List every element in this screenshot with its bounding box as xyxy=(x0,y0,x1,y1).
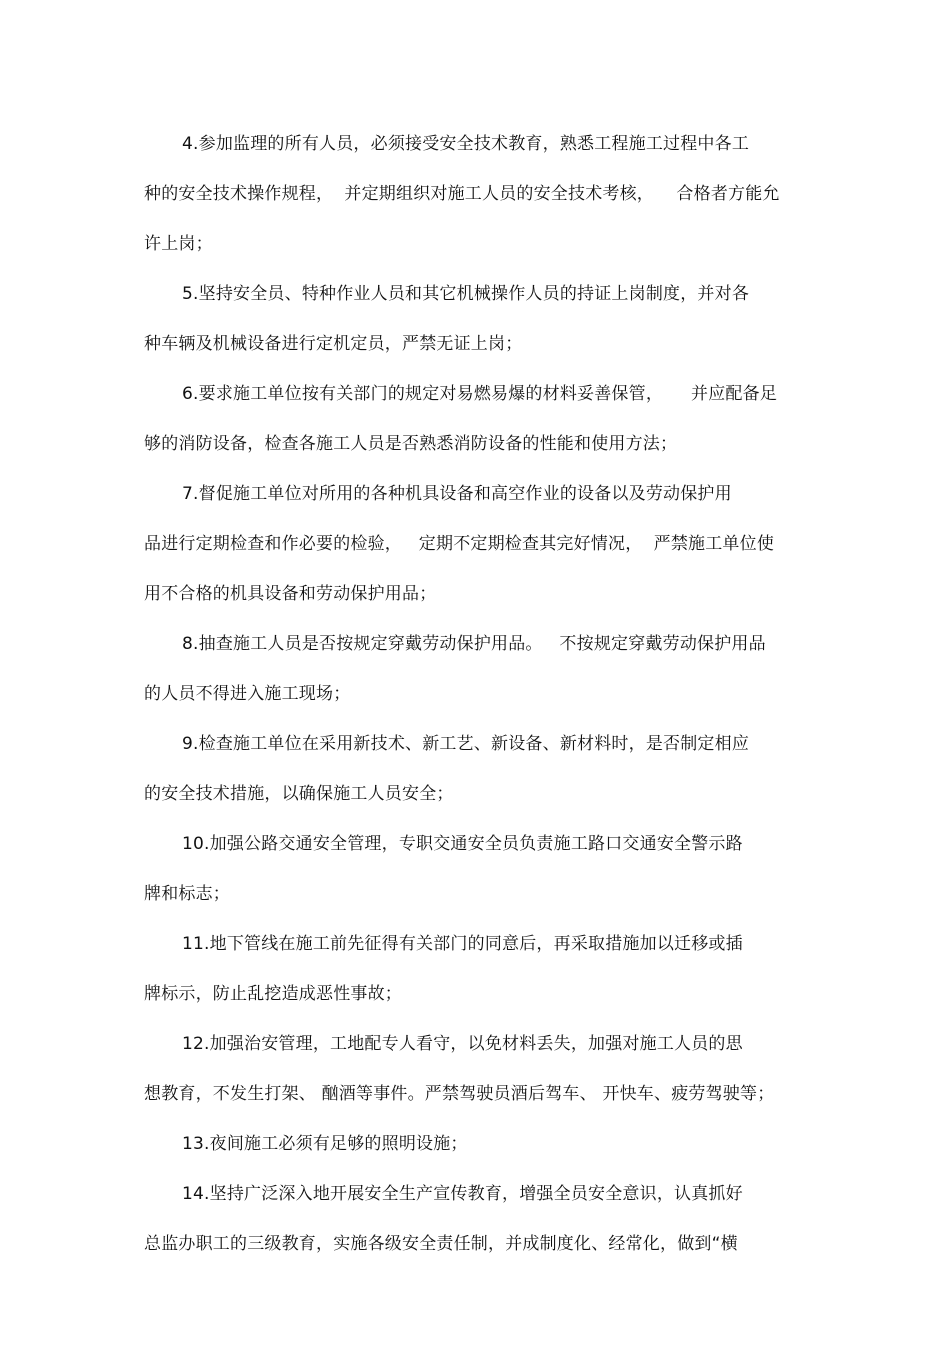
paragraph-13-line-1: 13.夜间施工必须有足够的照明设施； xyxy=(182,1134,468,1154)
paragraph-14-line-1: 14.坚持广泛深入地开展安全生产宣传教育，增强全员安全意识，认真抓好 xyxy=(182,1184,743,1204)
paragraph-5-line-2: 种车辆及机械设备进行定机定员，严禁无证上岗； xyxy=(144,334,523,354)
paragraph-4-line-2: 种的安全技术操作规程， 并定期组织对施工人员的安全技术考核， 合格者方能允 xyxy=(144,184,780,204)
paragraph-7-line-2: 品进行定期检查和作必要的检验， 定期不定期检查其完好情况， 严禁施工单位使 xyxy=(144,534,775,554)
paragraph-11-line-2: 牌标示，防止乱挖造成恶性事故； xyxy=(144,984,402,1004)
paragraph-7-line-3: 用不合格的机具设备和劳动保护用品； xyxy=(144,584,437,604)
paragraph-7-line-1: 7.督促施工单位对所用的各种机具设备和高空作业的设备以及劳动保护用 xyxy=(182,484,732,504)
paragraph-12-line-2: 想教育，不发生打架、 酗酒等事件。严禁驾驶员酒后驾车、 开快车、疲劳驾驶等； xyxy=(144,1084,775,1104)
paragraph-6-line-1: 6.要求施工单位按有关部门的规定对易燃易爆的材料妥善保管， 并应配备足 xyxy=(182,384,778,404)
paragraph-9-line-2: 的安全技术措施，以确保施工人员安全； xyxy=(144,784,454,804)
paragraph-6-line-2: 够的消防设备，检查各施工人员是否熟悉消防设备的性能和使用方法； xyxy=(144,434,678,454)
paragraph-4-line-3: 许上岗； xyxy=(144,234,213,254)
paragraph-10-line-2: 牌和标志； xyxy=(144,884,230,904)
paragraph-10-line-1: 10.加强公路交通安全管理，专职交通安全员负责施工路口交通安全警示路 xyxy=(182,834,743,854)
paragraph-5-line-1: 5.坚持安全员、特种作业人员和其它机械操作人员的持证上岗制度，并对各 xyxy=(182,284,750,304)
paragraph-11-line-1: 11.地下管线在施工前先征得有关部门的同意后，再采取措施加以迁移或插 xyxy=(182,934,743,954)
paragraph-4-line-1: 4.参加监理的所有人员，必须接受安全技术教育，熟悉工程施工过程中各工 xyxy=(182,134,750,154)
paragraph-12-line-1: 12.加强治安管理，工地配专人看守，以免材料丢失，加强对施工人员的思 xyxy=(182,1034,743,1054)
paragraph-14-line-2: 总监办职工的三级教育，实施各级安全责任制，并成制度化、经常化，做到“横 xyxy=(144,1234,738,1254)
paragraph-8-line-1: 8.抽查施工人员是否按规定穿戴劳动保护用品。 不按规定穿戴劳动保护用品 xyxy=(182,634,766,654)
paragraph-9-line-1: 9.检查施工单位在采用新技术、新工艺、新设备、新材料时，是否制定相应 xyxy=(182,734,750,754)
paragraph-8-line-2: 的人员不得进入施工现场； xyxy=(144,684,351,704)
